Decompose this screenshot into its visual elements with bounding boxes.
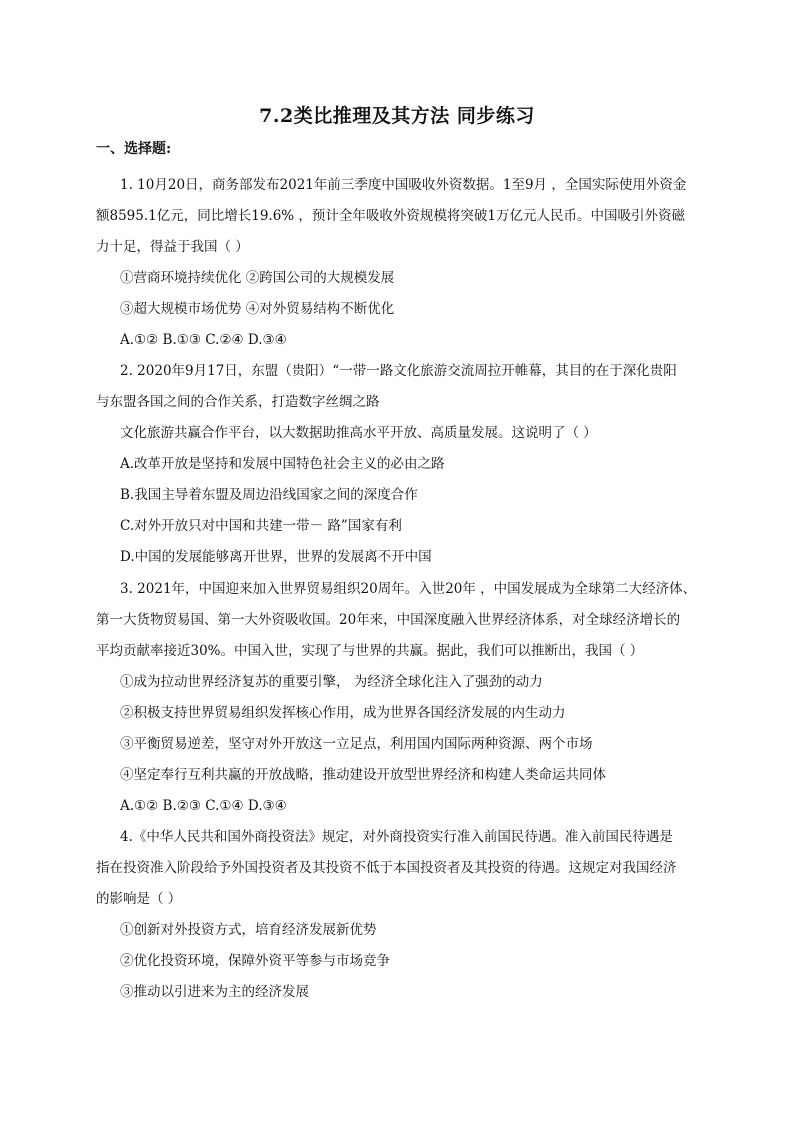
q3-statement-3: ③平衡贸易逆差，坚守对外开放这一立足点，利用国内国际两种资源、两个市场 [120, 736, 593, 752]
q1-option-line-2: ③超大规模市场优势 ④对外贸易结构不断优化 [120, 301, 395, 317]
q2-line-1: 2. 2020年9月17日，东盟（贵阳）“一带一路文化旅游交流周拉开帷幕，其目的在于深化贵阳 [120, 363, 677, 379]
q3-statement-4: ④坚定奉行互利共赢的开放战略，推动建设开放型世界经济和构建人类命运共同体 [120, 767, 606, 783]
q2-line-2: 与东盟各国之间的合作关系，打造数字丝绸之路 [96, 394, 380, 410]
q1-line-1: 1. 10月20日，商务部发布2021年前三季度中国吸收外资数据。1至9月 ，全国实际使用外资金 [120, 177, 687, 193]
q2-line-3: 文化旅游共赢合作平台，以大数据助推高水平开放、高质量发展。这说明了（ ） [120, 425, 597, 441]
q1-line-2: 额8595.1亿元，同比增长19.6% ，预计全年吸收外资规模将突破1万亿元人民币。中国吸引外资磁 [96, 208, 686, 224]
q4-line-2: 指在投资准入阶段给予外国投资者及其投资不低于本国投资者及其投资的待遇。这规定对我国经济 [96, 860, 677, 876]
q4-line-1: 4.《中华人民共和国外商投资法》规定，对外商投资实行准入前国民待遇。准入前国民待遇是 [120, 829, 673, 845]
q3-statement-1: ①成为拉动世界经济复苏的重要引擎， 为经济全球化注入了强劲的动力 [120, 674, 543, 690]
q4-line-3: 的影响是（ ） [96, 891, 182, 907]
q3-line-2: 第一大货物贸易国、第一大外资吸收国。20年来，中国深度融入世界经济体系，对全球经济增长的 [96, 612, 681, 628]
section-heading: 一、选择题: [96, 141, 172, 157]
q4-statement-2: ②优化投资环境，保障外资平等参与市场竞争 [120, 953, 390, 969]
q4-statement-3: ③推动以引进来为主的经济发展 [120, 984, 309, 1000]
q2-option-a: A.改革开放是坚持和发展中国特色社会主义的必由之路 [120, 456, 445, 472]
q2-option-d: D.中国的发展能够离开世界，世界的发展离不开中国 [120, 549, 432, 565]
q2-option-c: C.对外开放只对中国和共建一带－ 路”国家有利 [120, 518, 402, 534]
q3-statement-2: ②积极支持世界贸易组织发挥核心作用，成为世界各国经济发展的内生动力 [120, 705, 566, 721]
document-title: 7.2类比推理及其方法 同步练习 [259, 105, 535, 127]
q3-answers: A.①② B.②③ C.①④ D.③④ [120, 798, 287, 814]
q3-line-3: 平均贡献率接近30%。中国入世，实现了与世界的共赢。据此，我们可以推断出，我国（ ） [96, 643, 644, 659]
q4-statement-1: ①创新对外投资方式，培育经济发展新优势 [120, 922, 377, 938]
q1-answers: A.①② B.①③ C.②④ D.③④ [120, 332, 287, 348]
q1-option-line-1: ①营商环境持续优化 ②跨国公司的大规模发展 [120, 270, 395, 286]
q1-line-3: 力十足，得益于我国（ ） [96, 239, 249, 255]
q3-line-1: 3. 2021年，中国迎来加入世界贸易组织20周年。入世20年 ，中国发展成为全球第二大经济体、 [120, 581, 697, 597]
q2-option-b: B.我国主导着东盟及周边沿线国家之间的深度合作 [120, 487, 418, 503]
